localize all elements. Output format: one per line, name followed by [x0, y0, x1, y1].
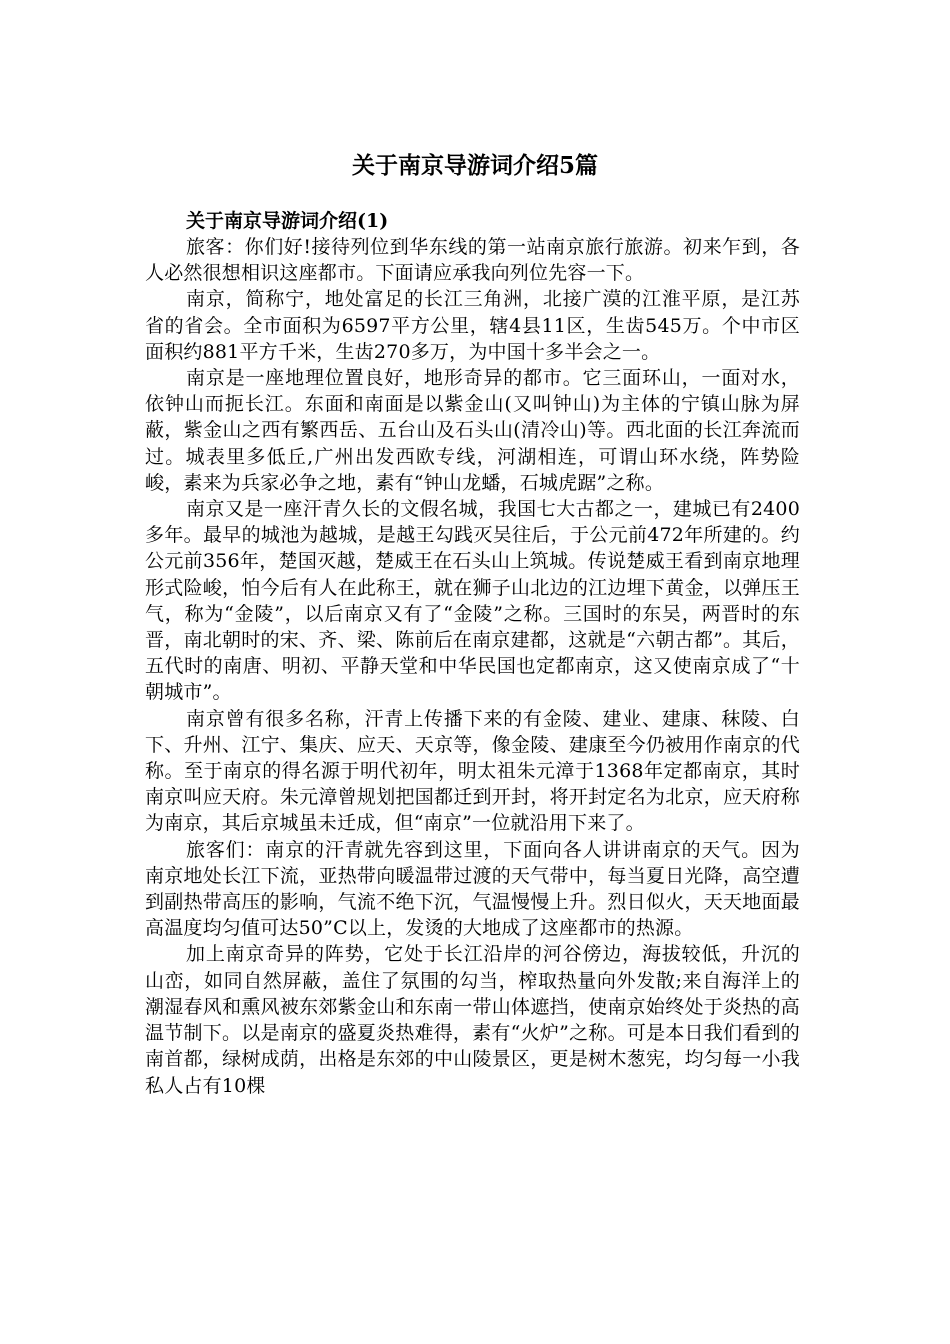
paragraph-geography: 南京是一座地理位置良好，地形奇异的都市。它三面环山，一面对水，依钟山而扼长江。东面和南面是以紫金山(又叫钟山)为主体的宁镇山脉为屏蔽，紫金山之西有繁西岳、五台山及石头山(清冷山)等。西北面的长江奔流而过。城表里多低丘,广州出发西欧专线，河湖相连，可谓山环水绕，阵势险峻，素来为兵家必争之地，素有“钟山龙蟠，石城虎踞”之称。	[145, 367, 800, 494]
paragraph-history: 南京又是一座汗青久长的文假名城，我国七大古都之一，建城已有2400多年。最早的城池为越城，是越王勾践灭吴往后，于公元前472年所建的。约公元前356年，楚国灭越，楚威王在石头山上筑城。传说楚威王看到南京地理形式险峻，怕今后有人在此称王，就在狮子山北边的江边埋下黄金，以弹压王气，称为“金陵”，以后南京又有了“金陵”之称。三国时的东吴，两晋时的东晋，南北朝时的宋、齐、梁、陈前后在南京建都，这就是“六朝古都”。其后，五代时的南唐、明初、平静天堂和中华民国也定都南京，这又使南京成了“十朝城市”。	[145, 498, 800, 704]
document-title: 关于南京导游词介绍5篇	[351, 152, 598, 179]
section-heading: 关于南京导游词介绍(1)	[186, 210, 389, 232]
paragraph-climate: 旅客们：南京的汗青就先容到这里，下面向各人讲讲南京的天气。因为南京地处长江下流，亚热带向暖温带过渡的天气带中，每当夏日光降，高空遭到副热带高压的影响，气流不绝下沉，气温慢慢上升。烈日似火，天天地面最高温度均匀值可达50”C以上，发烫的大地成了这座都市的热源。	[145, 838, 800, 940]
paragraph-overview: 南京，简称宁，地处富足的长江三角洲，北接广漠的江淮平原，是江苏省的省会。全市面积为6597平方公里，辖4县11区，生齿545万。个中市区面积约881平方千米，生齿270多万，为中国十多半会之一。	[145, 288, 800, 363]
paragraph-terrain: 加上南京奇异的阵势，它处于长江沿岸的河谷傍边，海拔较低，升沉的山峦，如同自然屏蔽，盖住了氛围的勾当，榨取热量向外发散;来自海洋上的潮湿春风和熏风被东郊紫金山和东南一带山体遮挡，使南京始终处于炎热的高温节制下。以是南京的盛夏炎热难得，素有“火炉”之称。可是本日我们看到的南首都，绿树成荫，出格是东郊的中山陵景区，更是树木葱宪，均匀每一小我私人占有10棵	[145, 943, 800, 1097]
paragraph-greeting: 旅客：你们好!接待列位到华东线的第一站南京旅行旅游。初来乍到，各人必然很想相识这座都市。下面请应承我向列位先容一下。	[145, 236, 800, 285]
paragraph-names: 南京曾有很多名称，汗青上传播下来的有金陵、建业、建康、秣陵、白下、升州、江宁、集庆、应天、天京等，像金陵、建康至今仍被用作南京的代称。至于南京的得名源于明代初年，明太祖朱元漳于1368年定都南京，其时南京叫应天府。朱元漳曾规划把国都迁到开封，将开封定名为北京，应天府称为南京，其后京城虽未迁成，但“南京”一位就沿用下来了。	[145, 707, 800, 835]
document-body	[145, 208, 800, 1099]
